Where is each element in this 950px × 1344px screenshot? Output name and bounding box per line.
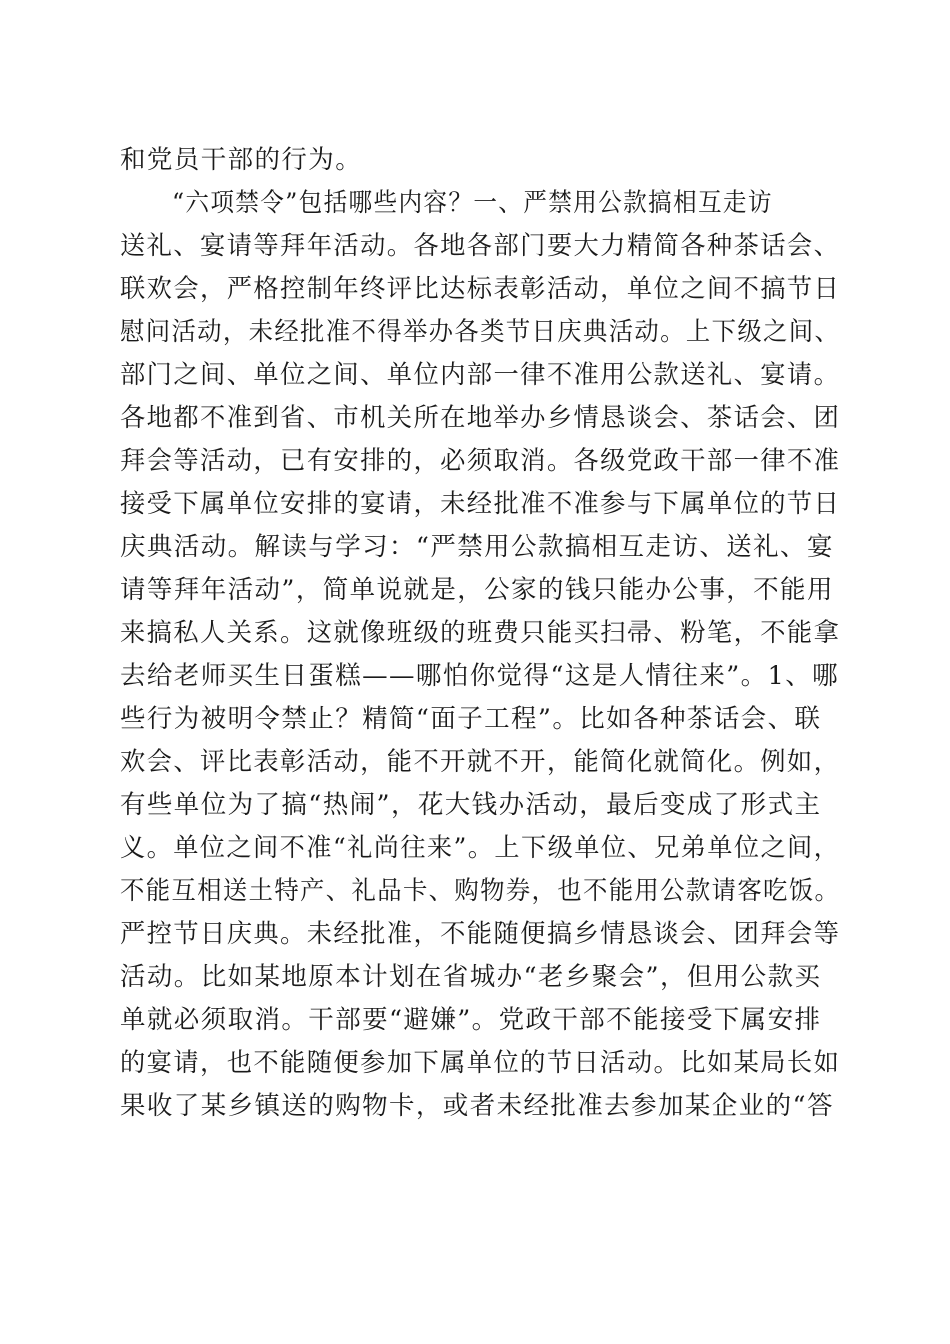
text-line: 欢会、评比表彰活动，能不开就不开，能简化就简化。例如，	[120, 747, 841, 777]
text-line: 送礼、宴请等拜年活动。各地各部门要大力精简各种茶话会、	[120, 231, 841, 261]
text-line: “六项禁令”包括哪些内容？一、严禁用公款搞相互走访	[172, 188, 773, 218]
text-line: 拜会等活动，已有安排的，必须取消。各级党政干部一律不准	[120, 446, 841, 476]
text-line: 各地都不准到省、市机关所在地举办乡情恳谈会、茶话会、团	[120, 403, 841, 433]
text-line: 果收了某乡镇送的购物卡，或者未经批准去参加某企业的“答	[120, 1091, 834, 1121]
text-line: 慰问活动，未经批准不得举办各类节日庆典活动。上下级之间、	[120, 317, 841, 347]
text-line: 义。单位之间不准“礼尚往来”。上下级单位、兄弟单位之间，	[120, 833, 841, 863]
text-line: 联欢会，严格控制年终评比达标表彰活动，单位之间不搞节日	[120, 274, 841, 304]
text-line: 些行为被明令禁止？精简“面子工程”。比如各种茶话会、联	[120, 704, 822, 734]
text-line: 和党员干部的行为。	[120, 145, 363, 175]
text-line: 来搞私人关系。这就像班级的班费只能买扫帚、粉笔，不能拿	[120, 618, 841, 648]
text-line: 庆典活动。解读与学习：“严禁用公款搞相互走访、送礼、宴	[120, 532, 834, 562]
text-line: 部门之间、单位之间、单位内部一律不准用公款送礼、宴请。	[120, 360, 841, 390]
text-line: 活动。比如某地原本计划在省城办“老乡聚会”，但用公款买	[120, 962, 822, 992]
text-line: 有些单位为了搞“热闹”，花大钱办活动，最后变成了形式主	[120, 790, 822, 820]
text-line: 单就必须取消。干部要“避嫌”。党政干部不能接受下属安排	[120, 1005, 822, 1035]
text-line: 去给老师买生日蛋糕——哪怕你觉得“这是人情往来”。1、哪	[120, 661, 839, 691]
text-line: 不能互相送土特产、礼品卡、购物券，也不能用公款请客吃饭。	[120, 876, 841, 906]
text-line: 接受下属单位安排的宴请，未经批准不准参与下属单位的节日	[120, 489, 841, 519]
text-line: 的宴请，也不能随便参加下属单位的节日活动。比如某局长如	[120, 1048, 841, 1078]
text-line: 严控节日庆典。未经批准，不能随便搞乡情恳谈会、团拜会等	[120, 919, 841, 949]
text-line: 请等拜年活动”，简单说就是，公家的钱只能办公事，不能用	[120, 575, 834, 605]
